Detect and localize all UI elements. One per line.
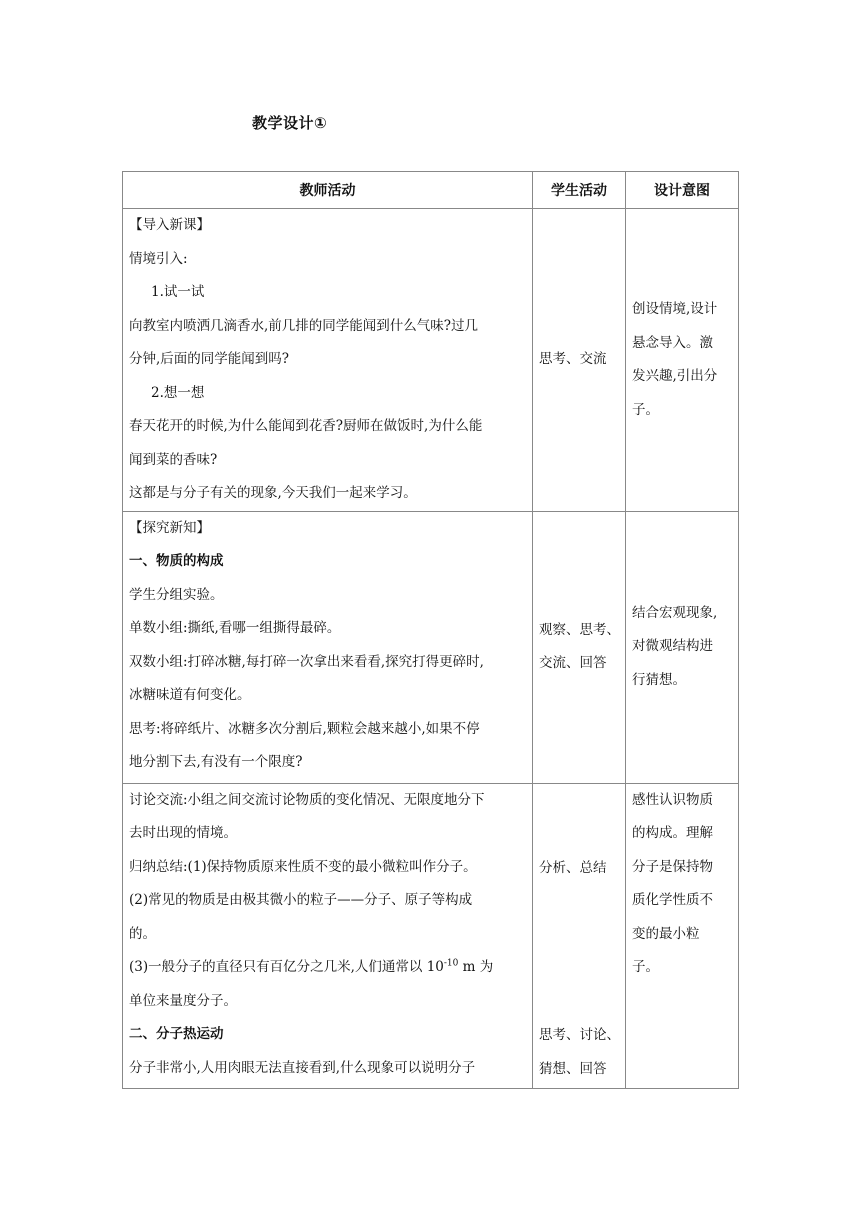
text-line — [129, 951, 526, 985]
lesson-plan-table — [122, 171, 739, 1089]
header-teacher-activity: 教师活动 — [123, 172, 533, 209]
section-heading: 二、分子热运动 — [129, 1026, 224, 1042]
text-line: 分析、总结 — [539, 859, 607, 876]
text-fragment: (3)一般分子的直径只有百亿分之几米,人们通常以 10 — [129, 959, 444, 975]
teacher-cell — [123, 511, 533, 783]
text-line: 地分割下去,有没有一个限度? — [129, 754, 303, 770]
table-row — [123, 511, 739, 783]
page-title: 教学设计① — [252, 114, 328, 132]
text-line: 分子是保持物 — [632, 858, 713, 875]
exponent: -10 — [443, 958, 459, 969]
student-cell — [533, 511, 626, 783]
table-header-row — [123, 172, 739, 209]
header-student-activity: 学生活动 — [533, 172, 626, 209]
table-row — [123, 783, 739, 1088]
intent-cell — [626, 209, 739, 512]
text-line: 冰糖味道有何变化。 — [129, 687, 251, 703]
student-cell — [533, 783, 626, 1088]
text-line: 单位来量度分子。 — [129, 992, 237, 1009]
text-line: 感性认识物质 — [632, 791, 713, 808]
text-line: 思考、讨论、 — [539, 1027, 620, 1043]
text-fragment: m 为 — [458, 959, 494, 975]
text-line: 向教室内喷洒几滴香水,前几排的同学能闻到什么气味?过几 — [129, 317, 479, 334]
text-line: 思考:将碎纸片、冰糖多次分割后,颗粒会越来越小,如果不停 — [129, 720, 480, 737]
text-line: 情境引入: — [129, 250, 188, 267]
text-line: 单数小组:撕纸,看哪一组撕得最碎。 — [129, 620, 341, 636]
intent-cell — [626, 511, 739, 783]
text-line: 交流、回答 — [539, 655, 607, 671]
text-line: 观察、思考、 — [539, 621, 620, 638]
text-line: 双数小组:打碎冰糖,每打碎一次拿出来看看,探究打得更碎时, — [129, 653, 484, 670]
text-line: 的。 — [129, 925, 156, 942]
text-line: 子。 — [632, 959, 659, 975]
text-line: 去时出现的情境。 — [129, 825, 237, 841]
teacher-cell — [123, 783, 533, 1088]
text-line: 行猜想。 — [632, 671, 686, 688]
text-line: 这都是与分子有关的现象,今天我们一起来学习。 — [129, 485, 417, 501]
text-line: (2)常见的物质是由极其微小的粒子——分子、原子等构成 — [129, 892, 473, 908]
student-cell — [533, 209, 626, 512]
text-line: 闻到菜的香味? — [129, 451, 218, 468]
text-line: 分钟,后面的同学能闻到吗? — [129, 351, 290, 367]
intent-cell — [626, 783, 739, 1088]
teacher-cell — [123, 209, 533, 512]
text-line: 对微观结构进 — [632, 638, 713, 655]
spacer — [539, 885, 619, 1019]
header-design-intent: 设计意图 — [626, 172, 739, 209]
text-line: 创设情境,设计 — [632, 301, 718, 317]
text-line: 学生分组实验。 — [129, 586, 224, 603]
text-line: 春天花开的时候,为什么能闻到花香?厨师在做饭时,为什么能 — [129, 418, 483, 434]
text-line: 猜想、回答 — [539, 1060, 607, 1077]
text-line: 分子非常小,人用肉眼无法直接看到,什么现象可以说明分子 — [129, 1059, 476, 1076]
text-line: 质化学性质不 — [632, 892, 713, 908]
text-line: 子。 — [632, 401, 659, 418]
text-line: 结合宏观现象, — [632, 604, 718, 621]
text-line: 悬念导入。激 — [632, 334, 713, 351]
text-line: 思考、交流 — [539, 351, 607, 367]
text-line: 变的最小粒 — [632, 925, 700, 942]
table-row — [123, 209, 739, 512]
text-line: 发兴趣,引出分 — [632, 368, 718, 384]
text-line: 的构成。理解 — [632, 825, 713, 841]
text-line: 讨论交流:小组之间交流讨论物质的变化情况、无限度地分下 — [129, 791, 485, 808]
section-label: 【探究新知】 — [129, 519, 210, 536]
section-label: 【导入新课】 — [129, 217, 210, 233]
text-line: 2.想一想 — [151, 384, 205, 401]
section-heading: 一、物质的构成 — [129, 553, 224, 569]
text-line: 1.试一试 — [151, 284, 205, 300]
text-line: 归纳总结:(1)保持物质原来性质不变的最小微粒叫作分子。 — [129, 858, 477, 875]
